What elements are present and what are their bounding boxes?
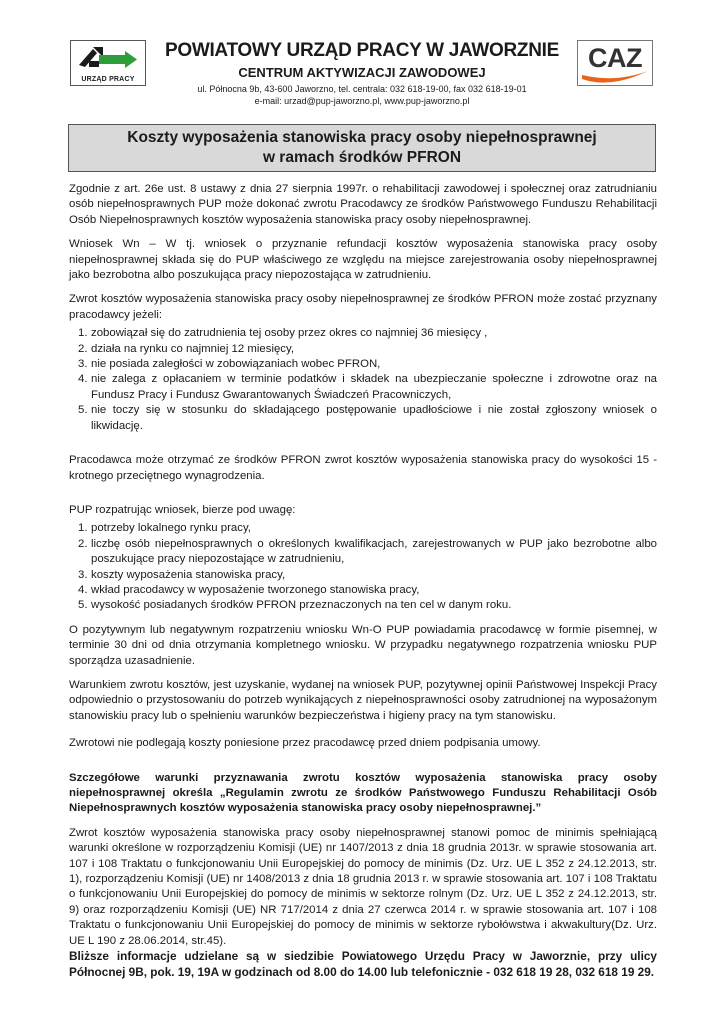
letterhead: [0, 0, 724, 118]
caz-logo: [577, 40, 653, 86]
document-title-line2: w ramach środków PFRON: [262, 149, 462, 166]
list-item: 1. potrzeby lokalnego rynku pracy,: [78, 522, 251, 535]
list-item: 5. nie toczy się w stosunku do składającego postępowanie upadłościowe i nie został zgłoszony wniosek o likwidację.: [78, 404, 657, 432]
list-item: 4. nie zalega z opłacaniem w terminie podatków i składek na ubezpieczanie społeczne i zdrowotne oraz na Fundusz Pracy i Fundusz Gwarantowanych Świadczeń Pracowniczych,: [78, 373, 657, 401]
list-item: 3. nie posiada zaległości w zobowiązaniach wobec PFRON,: [78, 358, 381, 371]
office-subtitle: CENTRUM AKTYWIZACJI ZAWODOWEJ: [238, 65, 486, 80]
urzad-pracy-logo: [70, 40, 146, 86]
criteria-list: [69, 521, 657, 613]
list-item: 2. działa na rynku co najmniej 12 miesięcy,: [78, 342, 295, 355]
office-address: ul. Północna 9b, 43-600 Jaworzno, tel. centrala: 032 618-19-00, fax 032 618-19-01: [197, 84, 527, 94]
office-name: POWIATOWY URZĄD PRACY W JAWORZNIE: [164, 40, 560, 61]
letterhead-text: [150, 40, 574, 107]
arrows-logo-icon: [75, 43, 141, 75]
list-item: 3. koszty wyposażenia stanowiska pracy,: [78, 568, 286, 581]
exclusion-paragraph: Zwrotowi nie podlegają koszty poniesione przez pracodawcę przed dniem podpisania umowy.: [69, 737, 541, 750]
regulation-paragraph: Szczegółowe warunki przyznawania zwrotu kosztów wyposażenia stanowiska pracy osoby niepełnosprawnej określa „Regulamin zwrotu ze środków Państwowego Funduszu Rehabilitacji Osób Niepełnosprawnych kosztów wyposażenia stanowiska pracy osoby niepełnosprawnej.”: [69, 771, 657, 815]
document-title-line1: Koszty wyposażenia stanowiska pracy osoby niepełnosprawnej: [127, 129, 597, 146]
amount-paragraph: Pracodawca może otrzymać ze środków PFRON zwrot kosztów wyposażenia stanowiska pracy do wysokości 15 -krotnego przeciętnego wynagrodzenia.: [69, 454, 657, 482]
criteria-intro: PUP rozpatrując wniosek, bierze pod uwagę:: [69, 503, 296, 516]
application-paragraph: Wniosek Wn – W tj. wniosek o przyznanie refundacji kosztów wyposażenia stanowiska pracy osoby niepełnosprawnej składa się do PUP właściwego ze względu na miejsce zarejestrowania osoby niepełnosprawnej jako bezrobotna albo poszukująca pracy niepozostająca w zatrudnieniu.: [69, 238, 657, 282]
list-item: 1. zobowiązał się do zatrudnienia tej osoby przez okres co najmniej 36 miesięcy ,: [78, 327, 488, 340]
document-body: [69, 182, 657, 980]
conditions-intro: Zwrot kosztów wyposażenia stanowiska pracy osoby niepełnosprawnej ze środków PFRON może zostać przyznany pracodawcy jeżeli:: [69, 293, 657, 321]
logo-caption: URZĄD PRACY: [81, 76, 135, 83]
list-item: 2. liczbę osób niepełnosprawnych o określonych kwalifikacjach, zarejestrowanych w PUP jako bezrobotne albo poszukujące pracy niepozostające w zatrudnieniu,: [78, 537, 657, 566]
list-item: 4. wkład pracodawcy w wyposażenie tworzonego stanowiska pracy,: [78, 583, 420, 596]
list-item: 5. wysokość posiadanych środków PFRON przeznaczonych na ten cel w danym roku.: [78, 599, 512, 612]
document-title: [68, 124, 656, 172]
de-minimis-paragraph: Zwrot kosztów wyposażenia stanowiska pracy osoby niepełnosprawnej stanowi pomoc de minimis spełniającą warunki określone w rozporządzeniu Komisji (UE) nr 1407/2013 z dnia 18 grudnia 2013r. w sprawie stosowania art. 107 i 108 Traktatu o funkcjonowaniu Unii Europejskiej do pomocy de minimis (Dz. Urz. UE L 352 z 24.12.2013, str. 1), rozporządzeniu Komisji (UE) nr 1408/2013 z dnia 18 grudnia 2013 r. w sprawie stosowania art. 107 i 108 Traktatu o funkcjonowaniu Unii Europejskiej do pomocy de minimis w sektorze rolnym (Dz. Urz. UE L 352 z 24.12.2013, str. 9) oraz rozporządzeniu Komisji (UE) NR 717/2014 z dnia 27 czerwca 2014 r. w sprawie stosowania art. 107 i 108 Traktatu o funkcjonowaniu Unii Europejskiej do pomocy de minimis w sektorze rybołówstwa i akwakultury(Dz. Urz. UE L 190 z 28.06.2014, str.45).: [69, 826, 657, 947]
conditions-list: [69, 326, 657, 434]
opinion-paragraph: Warunkiem zwrotu kosztów, jest uzyskanie, wydanej na wniosek PUP, pozytywnej opinii Państwowej Inspekcji Pracy odpowiednio o przystosowaniu do potrzeb wynikających z niepełnosprawności osoby zatrudnionej na wyposażonym stanowiskiu pracy lub o spełnieniu warunków bezpieczeństwa i higieny pracy na tym stanowisku.: [69, 678, 657, 722]
caz-logo-text: CAZ: [588, 43, 642, 73]
contact-info-paragraph: Bliższe informacje udzielane są w siedzibie Powiatowego Urzędu Pracy w Jaworznie, przy ulicy Północnej 9B, pok. 19, 19A w godzinach od 8.00 do 14.00 lub telefonicznie - 032 618 19 28, 032 618 19 29.: [69, 949, 657, 979]
office-contact: e-mail: urzad@pup-jaworzno.pl, www.pup-jaworzno.pl: [254, 96, 470, 106]
notification-paragraph: O pozytywnym lub negatywnym rozpatrzeniu wniosku Wn-O PUP powiadamia pracodawcę w formie pisemnej, w terminie 30 dni od dnia otrzymania kompletnego wniosku. W przypadku negatywnego rozpatrzenia wniosku PUP sporządza uzasadnienie.: [69, 623, 657, 667]
intro-paragraph: Zgodnie z art. 26e ust. 8 ustawy z dnia 27 sierpnia 1997r. o rehabilitacji zawodowej i społecznej oraz zatrudnianiu osób niepełnosprawnych PUP może dokonać zwrotu Pracodawcy ze środków Państwowego Funduszu Rehabilitacji Osób Niepełnosprawnych kosztów wyposażenia stanowiska pracy osoby niepełnosprawnej.: [69, 183, 657, 226]
